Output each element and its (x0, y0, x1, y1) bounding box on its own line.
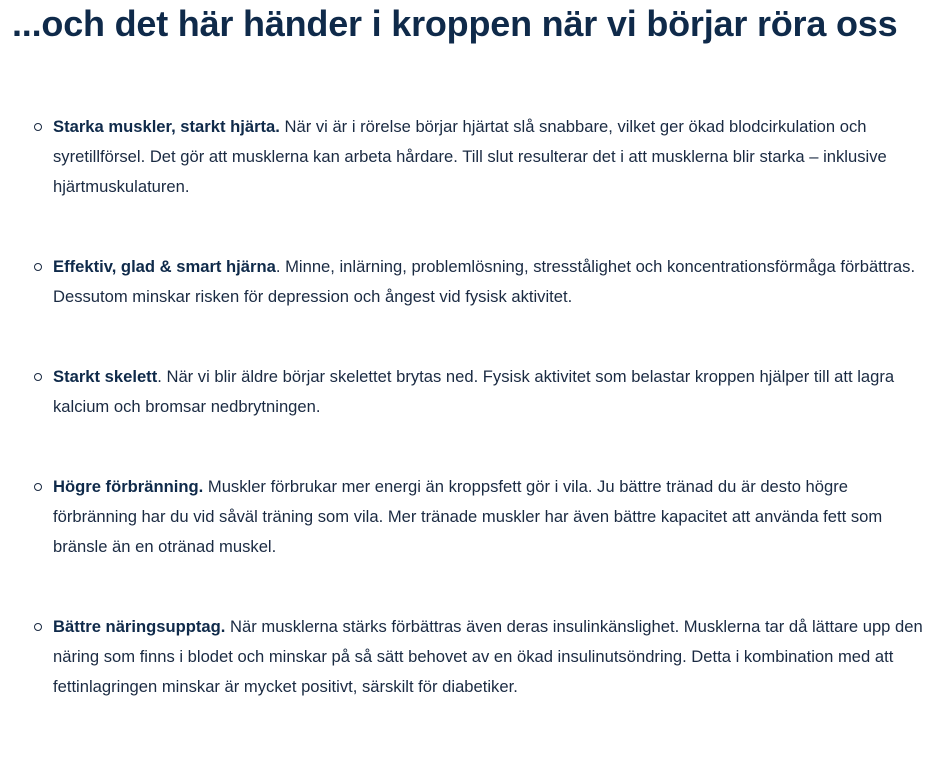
item-lead: Starkt skelett (53, 367, 158, 386)
item-lead: Bättre näringsupptag. (53, 617, 226, 636)
item-text: När musklerna stärks förbättras även deras insulinkänslighet. Musklerna tar då lättare upp den näring som finns i blodet och minskar på så sätt behovet av en ökad insulinutsöndring. Detta i kombination med att fettinlagringen minskar är mycket positivt, särskilt för diabetiker. (53, 617, 923, 696)
list-item (0, 362, 937, 422)
bullet-icon (34, 263, 42, 271)
list-item (0, 472, 937, 562)
bullet-icon (34, 123, 42, 131)
bullet-icon (34, 373, 42, 381)
page-title: ...och det här händer i kroppen när vi börjar röra oss (12, 3, 898, 44)
item-text: När vi är i rörelse börjar hjärtat slå snabbare, vilket ger ökad blodcirkulation och syretillförsel. Det gör att musklerna kan arbeta hårdare. Till slut resulterar det i att musklerna blir starka – inklusive hjärtmuskulaturen. (53, 117, 887, 196)
bullet-icon (34, 483, 42, 491)
list-item (0, 112, 937, 202)
item-text: . Minne, inlärning, problemlösning, stresstålighet och koncentrationsförmåga förbättras. Dessutom minskar risken för depression och ångest vid fysisk aktivitet. (53, 257, 916, 306)
item-lead: Effektiv, glad & smart hjärna (53, 257, 276, 276)
bullet-icon (34, 623, 42, 631)
item-lead: Starka muskler, starkt hjärta. (53, 117, 280, 136)
item-text: Muskler förbrukar mer energi än kroppsfett gör i vila. Ju bättre tränad du är desto högre förbränning har du vid såväl träning som vila. Mer tränade muskler har även bättre kapacitet att använda fett som bränsle än en otränad muskel. (53, 477, 883, 556)
benefits-list (0, 112, 937, 702)
item-lead: Högre förbränning. (53, 477, 204, 496)
list-item (0, 252, 937, 312)
item-text: . När vi blir äldre börjar skelettet brytas ned. Fysisk aktivitet som belastar kroppen hjälper till att lagra kalcium och bromsar nedbrytningen. (53, 367, 895, 416)
list-item (0, 612, 937, 702)
